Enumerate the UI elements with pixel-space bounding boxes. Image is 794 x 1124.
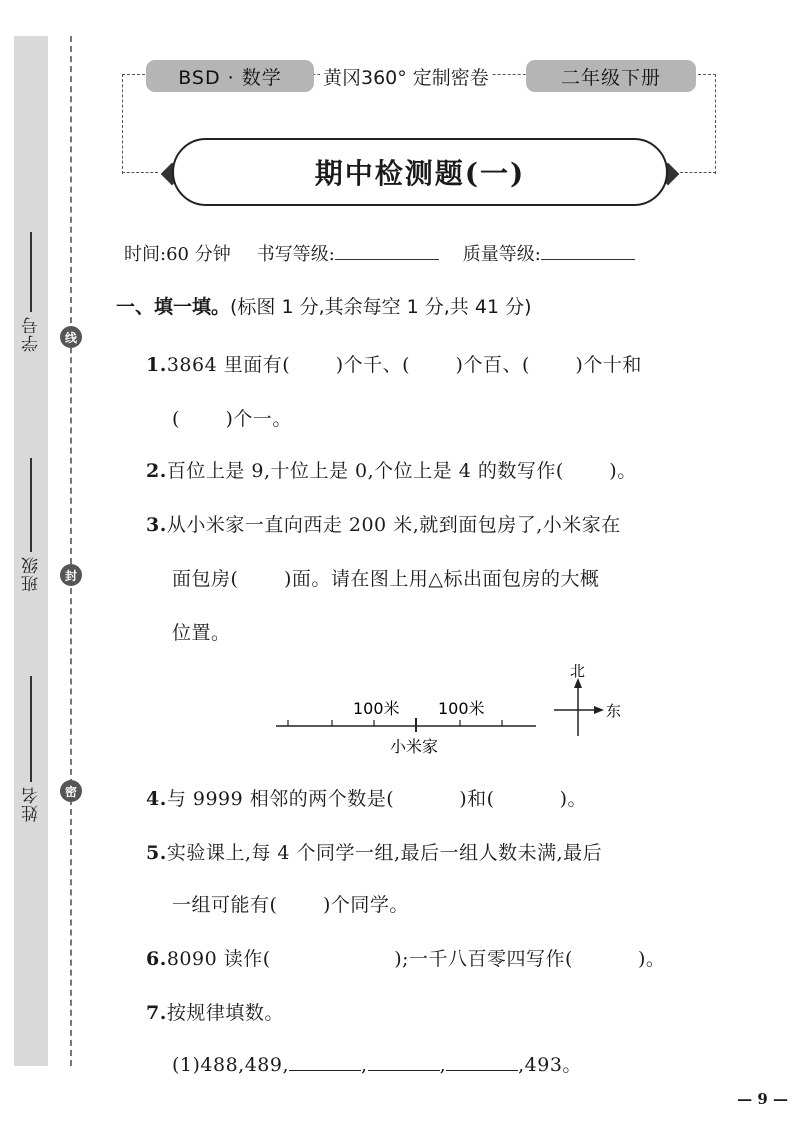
q4-text: 与 9999 相邻的两个数是( )和( )。	[166, 788, 588, 810]
question-7	[146, 998, 284, 1025]
grade-tag: 二年级下册	[526, 60, 696, 92]
quality-grade-label: 质量等级:	[462, 244, 541, 265]
q3-text-line1: 从小米家一直向西走 200 米,就到面包房了,小米家在	[166, 514, 621, 536]
seal-line-badge: 线	[60, 326, 82, 348]
question-3	[146, 510, 621, 537]
q7-sub1-end: ,493。	[518, 1054, 582, 1076]
q7-text: 按规律填数。	[166, 1002, 284, 1024]
question-4	[146, 784, 587, 811]
question-1	[146, 350, 642, 377]
header-bracket-left	[122, 172, 158, 173]
question-2	[146, 456, 637, 483]
exam-info	[124, 240, 635, 266]
section-heading	[116, 292, 532, 319]
question-5-line2	[172, 890, 409, 917]
question-6	[146, 944, 665, 971]
seal-secret-badge: 密	[60, 780, 82, 802]
page-number: — 9 —	[737, 1090, 788, 1108]
q4-number: 4.	[146, 788, 167, 810]
cut-line	[70, 36, 72, 1066]
q6-text: 8090 读作( );一千八百零四写作( )。	[166, 948, 666, 970]
page-title: 期中检测题(一)	[314, 157, 526, 190]
q6-number: 6.	[146, 948, 167, 970]
student-id-underline	[30, 232, 32, 312]
q3-text-line3: 位置。	[172, 622, 231, 644]
q3-number: 3.	[146, 514, 167, 536]
q5-text-line1: 实验课上,每 4 个同学一组,最后一组人数未满,最后	[166, 842, 603, 864]
writing-grade-input[interactable]	[335, 240, 439, 260]
writing-grade-label: 书写等级:	[256, 244, 335, 265]
subject-tag: BSD · 数学	[146, 60, 314, 92]
q7-sub1-prefix: (1)488,489,	[172, 1054, 290, 1076]
name-label: 姓名	[21, 786, 42, 822]
header-bracket-right	[680, 172, 716, 173]
q1-text-line1: 3864 里面有( )个千、( )个百、( )个十和	[166, 354, 642, 376]
q2-text: 百位上是 9,十位上是 0,个位上是 4 的数写作( )。	[166, 460, 637, 482]
east-label: 东	[606, 702, 622, 720]
brand-text: 黄冈360° 定制密卷	[320, 60, 492, 92]
direction-diagram[interactable]	[270, 664, 640, 760]
question-3-line3	[172, 618, 231, 645]
q1-text-line2: ( )个一。	[172, 408, 292, 430]
name-underline	[30, 676, 32, 782]
q7-number: 7.	[146, 1002, 167, 1024]
class-underline	[30, 458, 32, 552]
q2-number: 2.	[146, 460, 167, 482]
question-7-sub1	[172, 1050, 582, 1077]
east-arrow-icon	[594, 706, 604, 714]
q5-number: 5.	[146, 842, 167, 864]
q7-blank-3[interactable]	[446, 1053, 518, 1071]
q3-text-line2: 面包房( )面。请在图上用△标出面包房的大概	[172, 568, 600, 590]
north-label: 北	[570, 664, 586, 680]
quality-grade-input[interactable]	[541, 240, 635, 260]
q7-blank-1[interactable]	[289, 1053, 361, 1071]
title-banner	[172, 138, 668, 206]
q5-text-line2: 一组可能有( )个同学。	[172, 894, 409, 916]
class-label: 班级	[21, 556, 42, 592]
name-field[interactable]	[14, 676, 48, 822]
student-id-field[interactable]	[14, 232, 48, 352]
question-5	[146, 838, 602, 865]
q7-sep-1: ,	[361, 1054, 368, 1076]
q1-number: 1.	[146, 354, 167, 376]
class-field[interactable]	[14, 458, 48, 592]
seal-seal-badge: 封	[60, 564, 82, 586]
student-id-label: 学号	[21, 316, 42, 352]
home-label: 小米家	[390, 737, 439, 756]
question-3-line2	[172, 564, 599, 591]
q7-blank-2[interactable]	[368, 1053, 440, 1071]
distance-label-a: 100米	[353, 699, 400, 718]
q7-sep-2: ,	[439, 1054, 447, 1076]
time-limit: 时间:60 分钟	[124, 244, 231, 265]
section-title: 一、填一填。	[116, 296, 231, 318]
distance-label-b: 100米	[438, 699, 485, 718]
section-note: (标图 1 分,其余每空 1 分,共 41 分)	[230, 296, 532, 318]
question-1-line2	[172, 404, 292, 431]
